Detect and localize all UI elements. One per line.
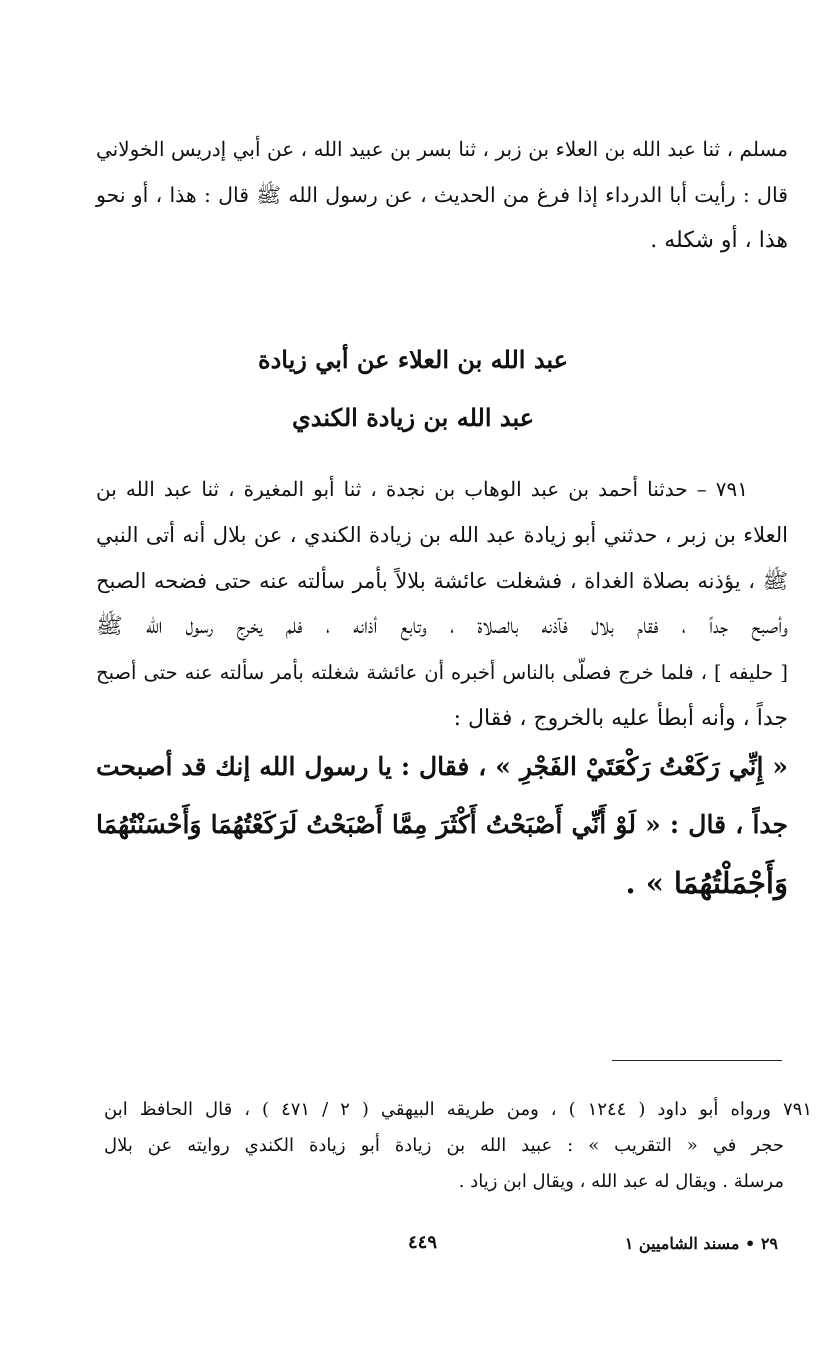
page-number: ٤٤٩ xyxy=(408,1232,438,1253)
quote-line: « إِنِّي رَكَعْتُ رَكْعَتَيْ الفَجْرِ » ، فقال : يا رسول الله إنك قد أصبحت xyxy=(96,752,788,781)
text-line: العلاء بن زبر ، حدثني أبو زيادة عبد الله بن زيادة الكندي ، عن بلال أنه أتى النبي xyxy=(96,523,788,547)
text-line: قال : رأيت أبا الدرداء إذا فرغ من الحديث ، عن رسول الله ﷺ قال : هذا ، أو نحو xyxy=(96,183,788,207)
footnote-line: حجر في « التقريب » : عبيد الله بن زيادة أبو زيادة الكندي روايته عن بلال xyxy=(104,1135,784,1156)
text-line: ٧٩١ – حدثنا أحمد بن عبد الوهاب بن نجدة ، ثنا أبو المغيرة ، ثنا عبد الله بن xyxy=(96,477,748,501)
hadith-paragraph xyxy=(96,466,788,742)
text-line: مسلم ، ثنا عبد الله بن العلاء بن زبر ، ثنا بسر بن عبيد الله ، عن أبي إدريس الخولاني xyxy=(96,137,789,161)
intro-paragraph xyxy=(96,126,788,264)
printer-signature: ٢٩ • مسند الشاميين ١ xyxy=(624,1234,778,1253)
footnote-divider xyxy=(612,1060,782,1061)
section-heading: عبد الله بن العلاء عن أبي زيادة xyxy=(258,345,568,374)
quote-line: جداً ، قال : « لَوْ أَنِّي أَصْبَحْتُ أَكْثَرَ مِمَّا أَصْبَحْتُ لَرَكَعْتُهُمَا وَأَحْسَنْتُهُمَا xyxy=(96,810,788,839)
text-line: [ حليفه ] ، فلما خرج فصلّى بالناس أخبره أن عائشة شغلته بأمر سألته عنه حتى أصبح xyxy=(96,661,788,684)
text-line: وأصبح جداً ، فقام بلال فآذنه بالصلاة ، وتابع أذانه ، فلم يخرج رسول الله ﷺ xyxy=(96,614,788,639)
text-line: هذا ، أو شكله . xyxy=(650,228,788,253)
quote-line: وَأَجْمَلْتُهُمَا » . xyxy=(625,866,788,900)
text-line: ﷺ ، يؤذنه بصلاة الغداة ، فشغلت عائشة بلالاً بأمر سألته عنه حتى فضحه الصبح xyxy=(96,569,788,593)
footnote-line: ٧٩١ ورواه أبو داود ( ١٢٤٤ ) ، ومن طريقه البيهقي ( ٢ / ٤٧١ ) ، قال الحافظ ابن xyxy=(104,1099,812,1120)
text-line: جداً ، وأنه أبطأ عليه بالخروج ، فقال : xyxy=(453,706,788,731)
footnote xyxy=(104,1092,812,1200)
footnote-line: مرسلة . ويقال له عبد الله ، ويقال ابن زياد . xyxy=(458,1171,784,1192)
section-subheading: عبد الله بن زيادة الكندي xyxy=(291,403,535,432)
page-footer xyxy=(0,1232,826,1262)
hadith-quote xyxy=(96,738,788,912)
